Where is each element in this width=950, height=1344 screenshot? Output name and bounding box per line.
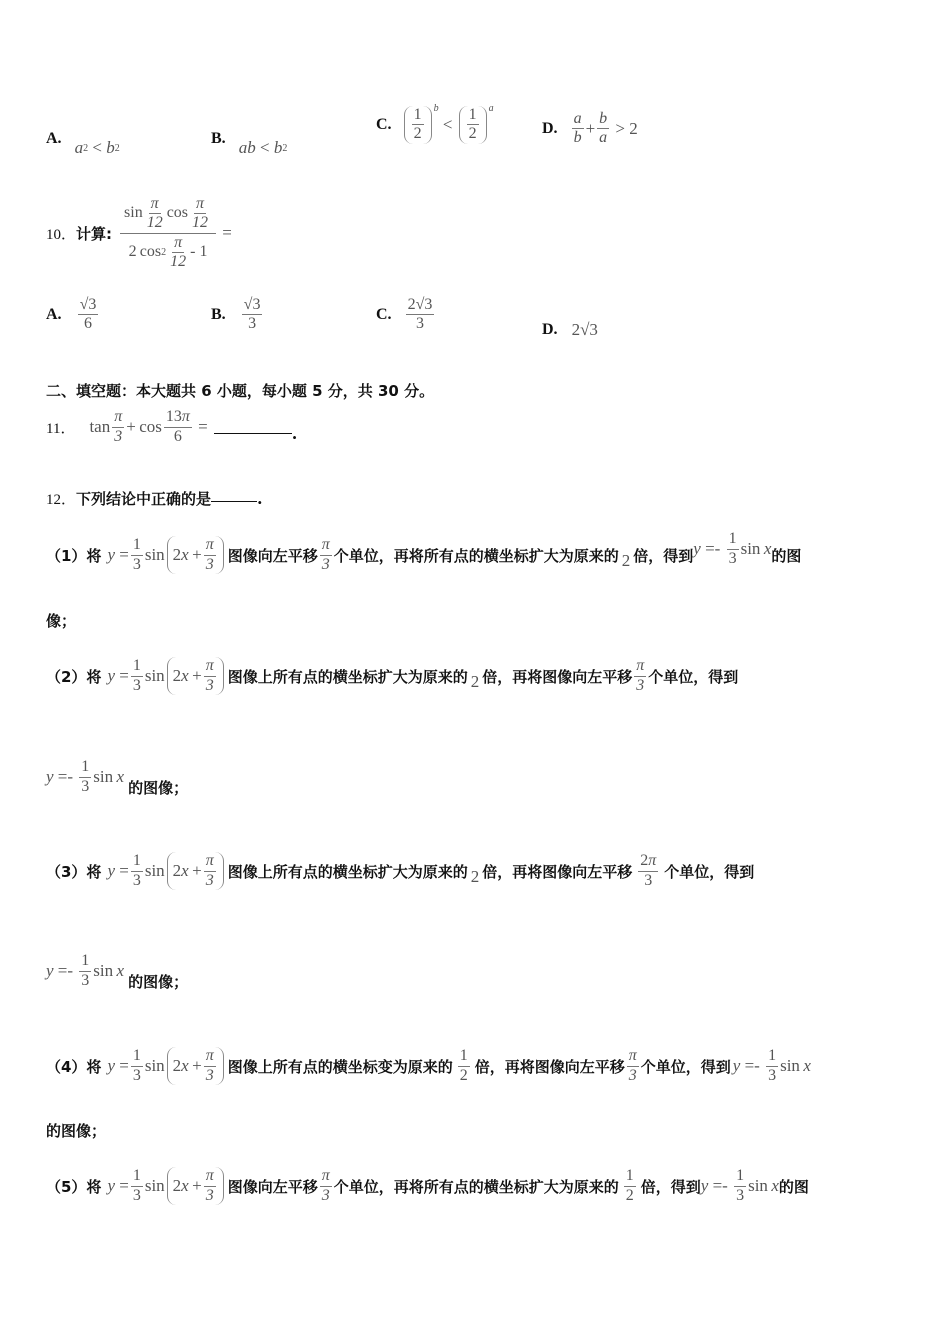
q12-answer-blank[interactable]: [211, 501, 257, 502]
q9-b-expr: ab < b 2: [238, 138, 288, 157]
q9-option-d[interactable]: D. $\frac{a}{b}$ + $\frac{b}{a}$ > 2: [542, 110, 638, 147]
q10-b-denominator: 3: [248, 315, 257, 333]
q12-1-func: y = $\frac{1}{3}$ sin 2 x + $\frac{\pi}{3}$: [107, 536, 225, 574]
q12-item-1: （1）将 y = $\frac{1}{3}$ sin 2 x + $\frac{\pi}{3}$ 图像向左平移 $\frac{\pi}{3}$ 个单位，再将所有点的横坐标扩大为原来的 2 倍，得到 y =- $\frac{1}{3}$ sin x 的图: [46, 530, 802, 573]
q11-answer-blank[interactable]: [214, 433, 292, 434]
q12-item-2: （2）将 y = $\frac{1}{3}$ sin 2 x + $\frac{\pi}{3}$ 图像上所有点的横坐标扩大为原来的 2 倍，再将图像向左平移 $\frac{\pi}{3}$ 个单位，得到: [46, 657, 739, 694]
q10-c-denominator: 3: [415, 315, 424, 333]
q12-item-3: （3）将 y = $\frac{1}{3}$ sin 2 x + $\frac{\pi}{3}$ 图像上所有点的横坐标扩大为原来的 2 倍，再将图像向左平移 $\frac{2\pi}{3}$ 个单位，得到: [46, 852, 755, 889]
q12-5-result: y =- $\frac{1}{3}$ sin x: [700, 1167, 779, 1204]
q12-4-result: y =- $\frac{1}{3}$ sin x: [732, 1047, 811, 1084]
q11-expression: tan $\frac{\pi}{3}$ + cos $\frac{13\pi}{6}$ =: [89, 408, 208, 445]
q12-item-4: （4）将 y = $\frac{1}{3}$ sin 2 x + $\frac{\pi}{3}$ 图像上所有点的横坐标变为原来的 $\frac{1}{2}$ 倍，再将图像向左平移 $\frac{\pi}{3}$ 个单位，得到 y =- $\frac{1}{3}$ sin x: [46, 1047, 811, 1084]
q10-c-numerator: 2√3: [406, 296, 435, 315]
q10-a-denominator: 6: [83, 315, 92, 333]
q10-option-a[interactable]: A. $\frac{√3}{6}$: [46, 296, 97, 333]
q12-5-func: y = $\frac{1}{3}$ sin 2 x + $\frac{\pi}{3}$: [107, 1167, 225, 1205]
q12-item-2-result: y =- $\frac{1}{3}$ sin x 的图像；: [46, 758, 189, 797]
q10-d-expr: 2√3: [571, 320, 598, 339]
section-2-title: 二、填空题：本大题共 6 小题，每小题 5 分，共 30 分。: [46, 382, 435, 400]
q9-c-expr: $\frac{1}{2}$ $^b$ < $\frac{1}{2}$ $^a$: [402, 106, 494, 144]
q12-3-func: y = $\frac{1}{3}$ sin 2 x + $\frac{\pi}{3}$: [107, 852, 225, 890]
q10-expression: sin $\frac{\pi}{12}$ cos $\frac{\pi}{12}$ 2 cos 2 $\frac{\pi}{12}$ - 1 =: [118, 195, 232, 272]
q10-a-numerator: √3: [78, 296, 99, 315]
q10-b-numerator: √3: [242, 296, 263, 315]
q12-item-4-continuation: 的图像；: [46, 1122, 107, 1140]
q12-item-1-continuation: 像；: [46, 612, 77, 630]
question-11: 11． tan $\frac{\pi}{3}$ + cos $\frac{13\pi}{6}$ = .: [46, 408, 298, 445]
q9-option-c[interactable]: C. $\frac{1}{2}$ $^b$ < $\frac{1}{2}$ $^a$: [376, 103, 494, 143]
q12-1-result: y =- $\frac{1}{3}$ sin x: [693, 530, 772, 567]
q12-item-5: （5）将 y = $\frac{1}{3}$ sin 2 x + $\frac{\pi}{3}$ 图像向左平移 $\frac{\pi}{3}$ 个单位，再将所有点的横坐标扩大为原来的 $\frac{1}{2}$ 倍，得到 y =- $\frac{1}{3}$ sin x 的图: [46, 1167, 809, 1204]
q9-option-b[interactable]: B. ab < b 2: [211, 130, 288, 157]
q9-a-expr: a 2 < b 2: [74, 138, 120, 157]
q9-d-expr: $\frac{a}{b}$ + $\frac{b}{a}$ > 2: [573, 110, 638, 147]
q10-option-b[interactable]: B. $\frac{√3}{3}$: [211, 296, 261, 333]
question-12: 12． 下列结论中正确的是 .: [46, 489, 263, 508]
question-10: 10． 计算: sin $\frac{\pi}{12}$ cos $\frac{\pi}{12}$ 2 cos 2 $\frac{\pi}{12}$ - 1 =: [46, 194, 232, 270]
q12-4-func: y = $\frac{1}{3}$ sin 2 x + $\frac{\pi}{3}$: [107, 1047, 225, 1085]
q10-option-d[interactable]: D. 2√3: [542, 320, 598, 339]
q12-item-3-result: y =- $\frac{1}{3}$ sin x 的图像；: [46, 952, 189, 991]
q10-option-c[interactable]: C. $\frac{2√3}{3}$: [376, 296, 433, 333]
q9-option-a[interactable]: A. a 2 < b 2: [46, 130, 120, 157]
q12-2-func: y = $\frac{1}{3}$ sin 2 x + $\frac{\pi}{3}$: [107, 657, 225, 695]
